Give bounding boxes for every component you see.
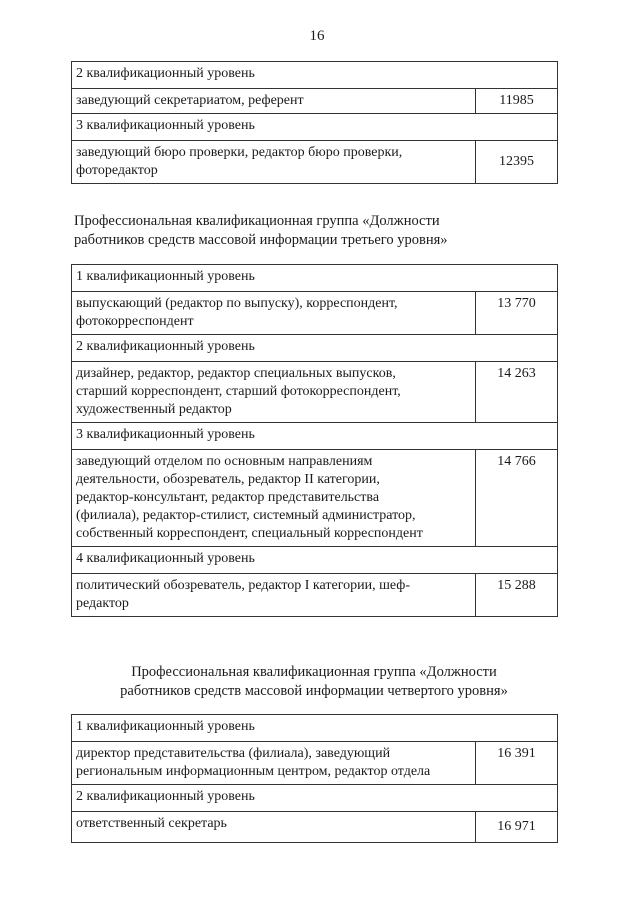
table-row: [72, 141, 558, 184]
salary-value: 16 391: [476, 742, 558, 785]
salary-value: 12395: [476, 141, 558, 184]
table-row: [72, 114, 558, 141]
table-row: [72, 265, 558, 292]
page-number: 16: [309, 28, 325, 44]
salary-table-continued: [71, 61, 558, 184]
table-row: [72, 742, 558, 785]
qualification-level: 3 квалификационный уровень: [72, 114, 558, 141]
table-row: [72, 89, 558, 114]
salary-table-third-level: [71, 264, 558, 617]
table-row: [72, 785, 558, 812]
salary-value: 14 263: [476, 362, 558, 423]
qualification-level: 1 квалификационный уровень: [72, 265, 558, 292]
position-description: заведующий бюро проверки, редактор бюро проверки, фоторедактор: [72, 141, 476, 184]
table-row: [72, 292, 558, 335]
qualification-level: 3 квалификационный уровень: [72, 423, 558, 450]
table-row: [72, 812, 558, 843]
salary-value: 11985: [476, 89, 558, 114]
table-row: [72, 62, 558, 89]
salary-table-fourth-level: [71, 714, 558, 843]
table-row: [72, 423, 558, 450]
position-description: заведующий отделом по основным направлениям деятельности, обозреватель, редактор II категории, редактор-консультант, редактор представительства (филиала), редактор-стилист, системный администратор, собственный корреспондент, специальный корреспондент: [72, 450, 476, 547]
table-row: [72, 547, 558, 574]
position-description: политический обозреватель, редактор I категории, шеф- редактор: [72, 574, 476, 617]
qualification-level: 1 квалификационный уровень: [72, 715, 558, 742]
qualification-level: 2 квалификационный уровень: [72, 335, 558, 362]
qualification-level: 4 квалификационный уровень: [72, 547, 558, 574]
position-description: заведующий секретариатом, референт: [72, 89, 476, 114]
position-description: дизайнер, редактор, редактор специальных выпусков, старший корреспондент, старший фотокорреспондент, художественный редактор: [72, 362, 476, 423]
position-description: выпускающий (редактор по выпуску), корреспондент, фотокорреспондент: [72, 292, 476, 335]
table-row: [72, 574, 558, 617]
table-row: [72, 335, 558, 362]
table-row: [72, 715, 558, 742]
position-description: директор представительства (филиала), заведующий региональным информационным центром, редактор отдела: [72, 742, 476, 785]
salary-value: 13 770: [476, 292, 558, 335]
group-heading: Профессиональная квалификационная группа «Должности работников средств массовой информации четвертого уровня»: [120, 664, 508, 699]
qualification-level: 2 квалификационный уровень: [72, 62, 558, 89]
position-description: ответственный секретарь: [72, 812, 476, 843]
table-row: [72, 362, 558, 423]
salary-value: 16 971: [476, 812, 558, 843]
salary-value: 14 766: [476, 450, 558, 547]
qualification-level: 2 квалификационный уровень: [72, 785, 558, 812]
table-row: [72, 450, 558, 547]
salary-value: 15 288: [476, 574, 558, 617]
group-heading: Профессиональная квалификационная группа «Должности работников средств массовой информации третьего уровня»: [74, 213, 448, 248]
